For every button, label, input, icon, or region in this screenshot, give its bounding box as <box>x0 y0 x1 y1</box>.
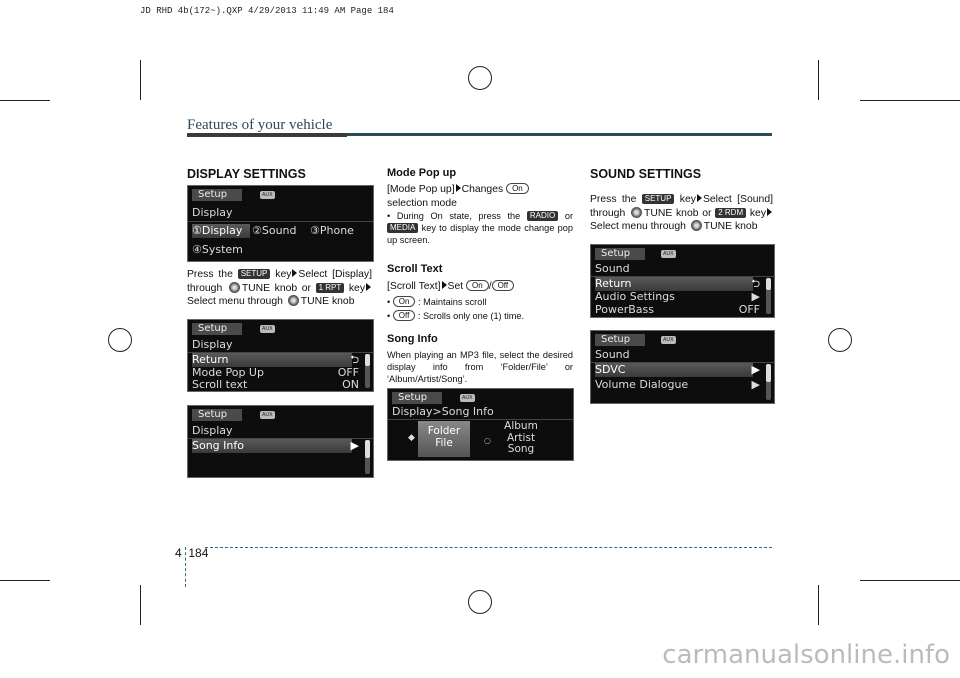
footer-divider <box>185 547 186 587</box>
aux-badge: AUX <box>462 395 473 401</box>
registration-mark-icon <box>828 328 852 352</box>
crop-mark <box>860 100 960 101</box>
display-settings-heading: DISPLAY SETTINGS <box>187 167 306 181</box>
divider <box>188 221 373 222</box>
selected-radio-icon: ◆ <box>408 433 415 443</box>
screen-title: Display <box>192 424 233 437</box>
scrollbar-thumb <box>365 440 370 458</box>
row-volume-dialogue: Volume Dialogue <box>595 378 689 391</box>
screen-tab: Setup <box>595 334 645 346</box>
screen-title: Display>Song Info <box>392 405 494 418</box>
off-pill: Off <box>492 280 515 291</box>
crop-mark <box>140 585 141 625</box>
row-audio-settings: Audio Settings <box>595 290 675 303</box>
crop-mark <box>818 585 819 625</box>
on-pill: On <box>466 280 489 291</box>
screen-tab: Setup <box>192 409 242 421</box>
row-powerbass: PowerBass <box>595 303 655 316</box>
scroll-text-bullet-off: • Off : Scrolls only one (1) time. <box>387 311 525 321</box>
unselected-radio-icon: ○ <box>484 436 491 445</box>
screen-tab: Setup <box>192 189 242 201</box>
return-icon: ⮌ <box>350 353 359 366</box>
on-pill: On <box>506 183 529 194</box>
aux-badge: AUX <box>262 412 273 418</box>
on-pill: On <box>393 296 416 307</box>
page-number: 184 <box>188 546 209 560</box>
arrow-right-icon <box>697 194 702 202</box>
tune-knob-icon <box>631 207 642 218</box>
divider <box>388 419 573 420</box>
arrow-right-icon <box>292 269 297 277</box>
row-mode-pop-up: Mode Pop Up <box>192 366 264 379</box>
sound-menu-screen <box>590 244 775 318</box>
screen-tab: Setup <box>595 248 645 260</box>
powerbass-value: OFF <box>738 303 760 316</box>
scroll-text-bullet-on: • On : Maintains scroll <box>387 297 487 307</box>
menu-item-phone: ③Phone <box>310 224 354 237</box>
option-folder-file: Folder File <box>418 421 470 457</box>
display-options-screen <box>187 319 374 392</box>
row-song-info: Song Info <box>192 439 352 453</box>
rpt-key-icon: 1 RPT <box>316 283 345 293</box>
tune-knob-icon <box>691 220 702 231</box>
menu-item-sound: ②Sound <box>252 224 297 237</box>
footer-rule <box>205 547 772 548</box>
row-scroll-text: Scroll text <box>192 378 248 391</box>
mode-pop-up-text: [Mode Pop up] Changes On selection mode <box>387 183 573 210</box>
aux-badge: AUX <box>262 326 273 332</box>
arrow-right-icon <box>456 184 461 192</box>
chapter-number: 4 <box>175 546 182 560</box>
screen-tab: Setup <box>392 392 442 404</box>
menu-item-system: ④System <box>192 243 243 256</box>
crop-mark <box>818 60 819 100</box>
screen-title: Sound <box>595 262 630 275</box>
registration-mark-icon <box>108 328 132 352</box>
scroll-text-heading: Scroll Text <box>387 263 443 275</box>
radio-key-icon: RADIO <box>527 211 558 221</box>
arrow-right-icon <box>366 283 371 291</box>
song-info-menu-screen <box>187 405 374 478</box>
arrow-right-icon: ▶ <box>350 439 359 452</box>
mode-pop-up-value: OFF <box>337 366 359 379</box>
screen-title: Display <box>192 338 233 351</box>
crop-mark <box>140 60 141 100</box>
menu-item-display: ①Display <box>192 224 250 238</box>
scrollbar-thumb <box>766 364 771 382</box>
mode-pop-up-bullet: • During On state, press the RADIO or MEDIA key to display the mode change pop up screen. <box>387 211 573 245</box>
song-info-options-screen <box>387 388 574 461</box>
page-footer <box>175 546 208 560</box>
sound-menu-screen-2 <box>590 330 775 404</box>
section-title: Features of your vehicle <box>187 117 333 133</box>
return-icon: ⮌ <box>751 277 760 290</box>
screen-tab: Setup <box>192 323 242 335</box>
registration-mark-icon <box>468 590 492 614</box>
tune-knob-icon <box>229 282 240 293</box>
aux-badge: AUX <box>262 192 273 198</box>
off-pill: Off <box>393 310 416 321</box>
arrow-right-icon <box>442 281 447 289</box>
setup-key-icon: SETUP <box>238 269 271 279</box>
crop-mark <box>0 100 50 101</box>
scrollbar-thumb <box>766 278 771 290</box>
row-return: Return <box>192 353 352 367</box>
song-info-text: When playing an MP3 file, select the desired display info from ‘Folder/File’ or ‘Album/Artist/Song’. <box>387 350 573 384</box>
aux-badge: AUX <box>663 337 674 343</box>
scroll-text-value: ON <box>342 378 359 391</box>
option-album-artist-song: Album Artist Song <box>504 420 538 455</box>
registration-mark-icon <box>468 66 492 90</box>
sound-settings-instructions: Press the SETUP key Select [Sound] through TUNE knob or 2 RDM key Select menu through TUNE knob <box>590 194 773 232</box>
row-return: Return <box>595 277 753 291</box>
setup-key-icon: SETUP <box>642 194 675 204</box>
arrow-right-icon: ▶ <box>751 290 760 303</box>
song-info-heading: Song Info <box>387 333 438 345</box>
aux-badge: AUX <box>663 251 674 257</box>
display-settings-instructions: Press the SETUP key Select [Display] through TUNE knob or 1 RPT key Select menu through TUNE knob <box>187 269 372 307</box>
scroll-text-line: [Scroll Text] Set On / Off <box>387 280 573 294</box>
crop-mark <box>0 580 50 581</box>
title-rule-accent <box>187 133 347 137</box>
screen-title: Display <box>192 206 233 219</box>
watermark: carmanualsonline.info <box>662 640 950 670</box>
mode-pop-up-heading: Mode Pop up <box>387 167 457 179</box>
scrollbar-thumb <box>365 354 370 366</box>
media-key-icon: MEDIA <box>387 223 418 233</box>
arrow-right-icon <box>767 208 772 216</box>
rdm-key-icon: 2 RDM <box>715 208 746 218</box>
display-menu-screen <box>187 185 374 262</box>
arrow-right-icon: ▶ <box>751 363 760 376</box>
sound-settings-heading: SOUND SETTINGS <box>590 167 702 181</box>
arrow-right-icon: ▶ <box>751 378 760 391</box>
print-header: JD RHD 4b(172~).QXP 4/29/2013 11:49 AM Page 184 <box>140 6 394 16</box>
crop-mark <box>860 580 960 581</box>
screen-title: Sound <box>595 348 630 361</box>
row-sdvc: SDVC <box>595 363 753 377</box>
tune-knob-icon <box>288 295 299 306</box>
